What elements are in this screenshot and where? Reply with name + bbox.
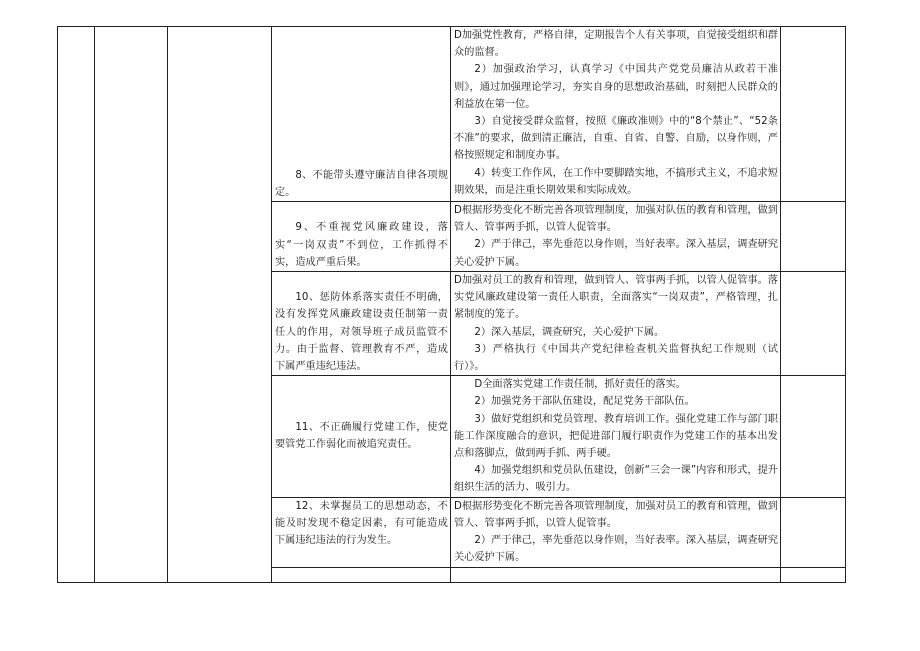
measures-cell — [451, 497, 781, 567]
measure-item: D加强党性教育，严格自律，定期报告个人有关事项，自觉接受组织和群众的监督。 — [454, 30, 778, 59]
risk-point-cell — [272, 27, 451, 202]
empty-cell — [272, 567, 451, 582]
col-2-cell — [95, 27, 168, 583]
empty-cell — [451, 567, 781, 582]
risk-control-table — [57, 26, 846, 583]
measures-cell — [451, 272, 781, 376]
risk-point-text: 9、不重视党风廉政建设，落实“一岗双责”不到位，工作抓得不实，造成严重后果。 — [275, 222, 448, 268]
measure-item: 3）自觉接受群众监督，按照《廉政准则》中的“8个禁止”、“52条不准”的要求，做到清正廉洁，自重、自省、自警、自励，以身作则，严格按照规定和制度办事。 — [454, 116, 778, 162]
risk-point-text: 10、惩防体系落实责任不明确，没有发挥党风廉政建设责任制第一责任人的作用，对领导班子成员监管不力。由于监督、管理教育不严，造成下属严重违纪违法。 — [275, 292, 448, 373]
measure-item: D根据形势变化不断完善各项管理制度，加强对队伍的教育和管理，做到管人、管事两手抓，以管人促管事。 — [454, 205, 778, 234]
measure-item: 2）严于律己，率先垂范以身作则，当好表率。深入基层，调查研究关心爱护下属。 — [454, 239, 778, 268]
measures-cell — [451, 202, 781, 272]
measure-item: D加强对员工的教育和管理，做到管人、管事两手抓，以管人促管事。落实党风廉政建设第一责任人职责，全面落实“一岗双责”，严格管理，扎紧制度的笼子。 — [454, 275, 778, 321]
risk-point-cell — [272, 376, 451, 497]
risk-point-cell — [272, 497, 451, 567]
measure-item: D全面落实党建工作责任制，抓好责任的落实。 — [474, 379, 686, 391]
measures-cell — [451, 376, 781, 497]
risk-point-text: 12、未掌握员工的思想动态，不能及时发现不稳定因素，有可能造成下属违纪违法的行为发生。 — [275, 500, 448, 547]
remarks-cell — [781, 567, 846, 582]
col-1-cell — [58, 27, 95, 583]
remarks-cell — [781, 272, 846, 376]
measure-item: 2）加强党务干部队伍建设，配足党务干部队伍。 — [474, 396, 695, 408]
risk-point-cell — [272, 272, 451, 376]
risk-point-cell — [272, 202, 451, 272]
measure-item: 2）严于律己，率先垂范以身作则，当好表率。深入基层，调查研究关心爱护下属。 — [454, 535, 778, 564]
measure-item: D根据形势变化不断完善各项管理制度，加强对员工的教育和管理，做到管人、管事两手抓，以管人促管事。 — [454, 500, 778, 529]
remarks-cell — [781, 376, 846, 497]
measure-item: 2）深入基层，调查研究，关心爱护下属。 — [474, 326, 665, 338]
measures-cell — [451, 27, 781, 202]
risk-point-text: 8、不能带头遵守廉洁自律各项规定。 — [275, 169, 448, 198]
risk-point-text: 11、不正确履行党建工作，使党要管党工作弱化而被追究责任。 — [275, 422, 448, 451]
table-row — [58, 27, 846, 202]
measure-item: 4）转变工作作风，在工作中要脚踏实地，不搞形式主义，不追求短期效果，而是注重长期效果和实际成效。 — [454, 167, 778, 196]
measure-item: 2）加强政治学习，认真学习《中国共产党党员廉洁从政若干准则》，通过加强理论学习，夯实自身的思想政治基础，时刻把人民群众的利益放在第一位。 — [454, 64, 778, 110]
remarks-cell — [781, 497, 846, 567]
measure-item: 3）严格执行《中国共产党纪律检查机关监督执纪工作规则（试行）》。 — [454, 343, 778, 373]
remarks-cell — [781, 27, 846, 202]
measure-item: 4）加强党组织和党员队伍建设，创新“三会一课”内容和形式，提升组织生活的活力、吸引力。 — [454, 465, 778, 494]
measure-item: 3）做好党组织和党员管理、教育培训工作。强化党建工作与部门职能工作深度融合的意识，把促进部门履行职责作为党建工作的基本出发点和落脚点，做到两手抓、两手硬。 — [454, 413, 778, 460]
remarks-cell — [781, 202, 846, 272]
col-3-cell — [168, 27, 272, 583]
